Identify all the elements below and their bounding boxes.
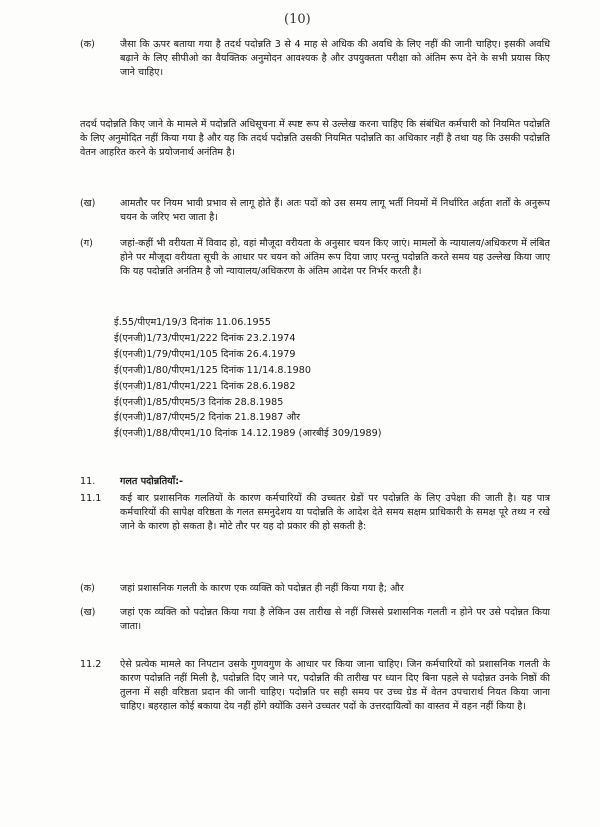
page-number: (10) [284, 12, 311, 27]
para-adhoc [80, 118, 550, 160]
sub-kha-label: (ख) [80, 607, 96, 618]
citation-item: ई(एनजी)1/79/पीएम1/105 दिनांक 26.4.1979 [114, 348, 296, 360]
citation-item: ई(एनजी)1/87/पीएम5/2 दिनांक 21.8.1987 और [114, 412, 301, 424]
citation-item: ई(एनजी)1/85/पीएम5/3 दिनांक 28.8.1985 [114, 396, 284, 408]
para-kha-label: (ख) [80, 198, 96, 209]
section-11-title: गलत पदोन्नतियाँ:- [120, 476, 184, 487]
sub-kha-text: जहां एक व्यक्ति को पदोन्नत किया गया है लेकिन उस तारीख से नहीं जिससे प्रशासनिक गलती न होने पर उसे पदोन्नत किया जाता। [120, 607, 550, 632]
sub-ka-text: जहां प्रशासनिक गलती के कारण एक व्यक्ति को पदोन्नत ही नहीं किया गया है; और [120, 583, 404, 594]
para-11-1-number: 11.1 [80, 493, 102, 504]
para-ga [80, 237, 550, 279]
section-11-heading [80, 474, 183, 487]
para-ka-label: (क) [80, 39, 95, 50]
sub-ka-label: (क) [80, 583, 95, 594]
sub-kha [80, 606, 550, 634]
para-11-1-text: कई बार प्रशासनिक गलतियों के कारण कर्मचारियों की उच्चतर ग्रेडों पर पदोन्नति के लिए उपेक्षा की जाती है। यह पात्र कर्मचारियों की सापेक्ष वरिष्ठता के गलत समनुदेशय या पदोन्नति के आदेश देते समय सक्षम प्राधिकारी के समक्ष पूरे तथ्य न रखे जाने के कारण हो सकता है। मोटे तौर पर यह दो प्रकार की हो सकती है: [120, 493, 550, 532]
citation-item: ई(एनजी)1/81/पीएम1/221 दिनांक 28.6.1982 [114, 380, 296, 392]
para-11-2-number: 11.2 [80, 659, 102, 670]
para-11-1 [80, 492, 550, 534]
para-11-2-text: ऐसे प्रत्येक मामले का निपटान उसके गुणवगुण के आधार पर किया जाना चाहिए। जिन कर्मचारियों को प्रशासनिक गलती के कारण पदोन्नति नहीं मिली है, पदोन्नति दिए जाने पर, पदोन्नति की तारीख पर ध्यान दिए बिना पहले से पदोन्नत उनके निष्ठों की तुलना में सही वरिष्ठता प्रदान की जानी चाहिए। पदोन्नति पर सही समय पर उच्च ग्रेड में वेतन उपचारार्थ नियत किया जाना चाहिए। बहरहाल कोई बकाया देय नहीं होंगे क्योंकि उसने उच्चतर पदों के उत्तरदायित्वों का वास्तव में वहन नहीं किया है। [120, 659, 550, 712]
citation-item: ई(एनजी)1/73/पीएम1/222 दिनांक 23.2.1974 [114, 332, 296, 344]
para-kha-text: आमतौर पर नियम भावी प्रभाव से लागू होते हैं। अतः पदों को उस समय लागू भर्ती नियमों में निर्धारित अर्हता शर्तों के अनुरूप चयन के जरिए भरा जाता है। [120, 198, 550, 223]
citation-item: ई(एनजी)1/80/पीएम1/125 दिनांक 11/14.8.1980 [114, 364, 311, 376]
para-ga-label: (ग) [80, 238, 93, 249]
citation-list [114, 315, 381, 442]
para-adhoc-text: तदर्थ पदोन्नति किए जाने के मामले में पदोन्नति अधिसूचना में स्पष्ट रूप से उल्लेख करना चाहिए कि संबंधित कर्मचारी को नियमित पदोन्नति के लिए अनुमोदित नहीं किया गया है और यह कि तदर्थ पदोन्नति उसकी नियमित पदोन्नति का अधिकार नहीं है तथा यह कि उसकी पदोन्नति वेतन आहरित करने के प्रयोजनार्थ अनंतिम है। [80, 119, 550, 158]
section-11-number: 11. [80, 476, 96, 487]
citation-item: ई(एनजी)1/88/पीएम1/10 दिनांक 14.12.1989 (आरबीई 309/1989) [114, 428, 382, 440]
para-11-2 [80, 658, 550, 714]
para-ka-text: जैसा कि ऊपर बताया गया है तदर्थ पदोन्नति 3 से 4 माह से अधिक की अवधि के लिए नहीं की जानी चाहिए। इसकी अवधि बढ़ाने के लिए सीपीओ का वैयक्तिक अनुमोदन आवश्यक है और उपयुक्तता परीक्षा को अंतिम रूप देने के सभी प्रयास किए जाने चाहिए। [120, 39, 550, 78]
para-ga-text: जहां-कहीं भी वरीयता में विवाद हो, वहां मौजूदा वरीयता के अनुसार चयन किए जाएं। मामलों के न्यायालय/अधिकरण में लंबित होने पर मौजूदा वरीयता सूची के आधार पर चयन को अंतिम रूप दिया जाए परन्तु पदोन्नति करते समय यह उल्लेख किया जाए कि यह पदोन्नति अनंतिम है जो न्यायालय/अधिकरण के अंतिम आदेश पर निर्भर करती है। [120, 238, 550, 277]
para-ka [80, 38, 550, 80]
para-kha [80, 197, 550, 225]
sub-ka [80, 582, 550, 596]
citation-item: ई.55/पीएम1/19/3 दिनांक 11.06.1955 [114, 317, 271, 328]
